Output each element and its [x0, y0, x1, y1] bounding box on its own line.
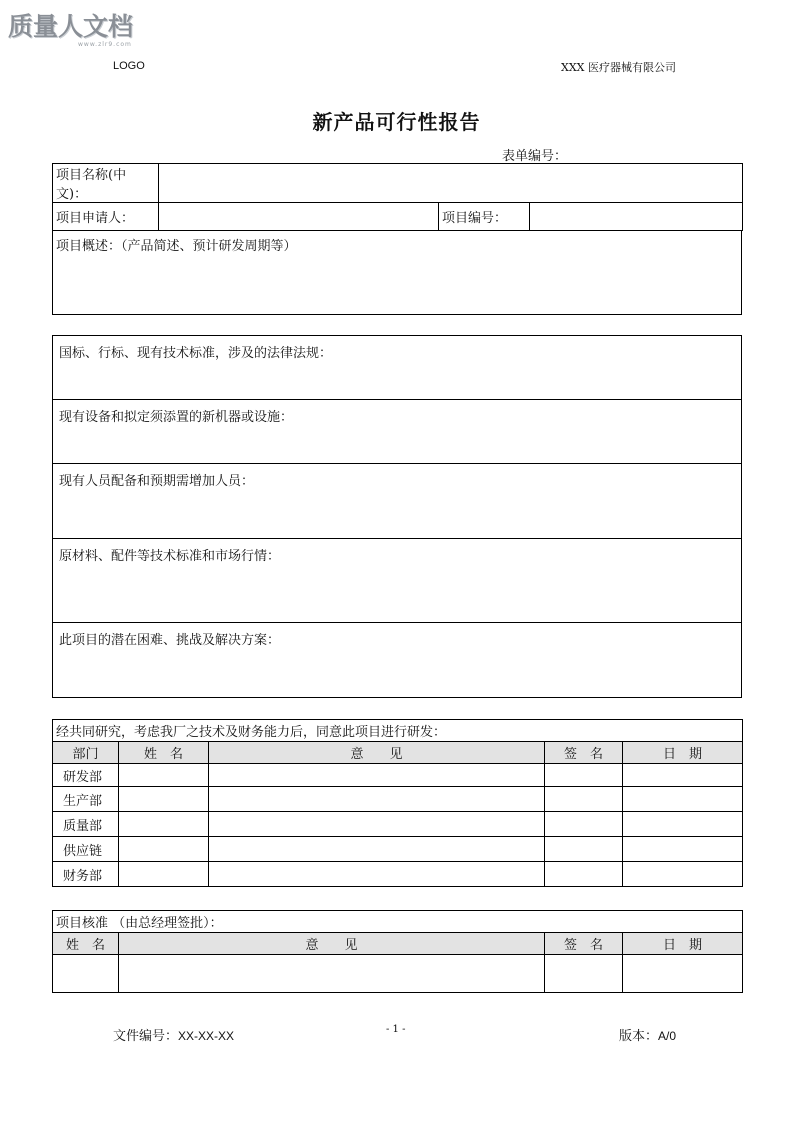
signature-cell[interactable]: [545, 764, 623, 787]
gm-date-cell[interactable]: [623, 955, 743, 993]
standards-field[interactable]: [53, 336, 742, 400]
equipment-label: 现有设备和拟定须添置的新机器或设施：: [59, 410, 294, 425]
date-cell[interactable]: [623, 812, 743, 837]
table-row: [53, 464, 742, 539]
project-number-label: 项目编号：: [439, 203, 530, 231]
staffing-field[interactable]: [53, 464, 742, 539]
overview-field[interactable]: [53, 231, 742, 315]
table-header-row: [53, 933, 743, 955]
form-number-label: 表单编号：: [502, 149, 568, 164]
table-row: [53, 720, 743, 742]
col-header-date: 日 期: [623, 933, 743, 955]
col-header-department: 部门: [53, 742, 119, 764]
watermark-brand: 质量人文档: [8, 12, 134, 41]
dept-production: 生产部: [53, 787, 119, 812]
project-name-label: 项目名称(中文)：: [53, 164, 159, 203]
header-logo-text: LOGO: [113, 60, 145, 72]
doc-number-label: 文件编号：: [113, 1029, 179, 1044]
table-row: [53, 812, 743, 837]
challenges-field[interactable]: [53, 623, 742, 698]
table-row: [53, 623, 742, 698]
col-header-signature: 签 名: [545, 742, 623, 764]
opinion-cell[interactable]: [209, 812, 545, 837]
dept-rd: 研发部: [53, 764, 119, 787]
watermark-site: www.zlr9.com: [78, 41, 132, 48]
col-header-date: 日 期: [623, 742, 743, 764]
opinion-cell[interactable]: [209, 764, 545, 787]
date-cell[interactable]: [623, 837, 743, 862]
staffing-label: 现有人员配备和预期需增加人员：: [59, 474, 255, 489]
footer-version: [619, 1025, 676, 1044]
version-label: 版本：: [619, 1029, 659, 1044]
table-row: [53, 787, 743, 812]
footer-doc-number: [113, 1025, 234, 1044]
table-row: [53, 911, 743, 933]
table-row: [53, 862, 743, 887]
table-row: [53, 164, 743, 203]
gm-signature-cell[interactable]: [545, 955, 623, 993]
name-cell[interactable]: [119, 812, 209, 837]
project-number-field[interactable]: [530, 203, 743, 231]
name-cell[interactable]: [119, 764, 209, 787]
equipment-field[interactable]: [53, 400, 742, 464]
dept-finance: 财务部: [53, 862, 119, 887]
page-title: 新产品可行性报告: [312, 110, 481, 134]
table-row: [53, 764, 743, 787]
version-value: A/0: [658, 1029, 677, 1043]
col-header-opinion: 意 见: [209, 742, 545, 764]
opinion-cell[interactable]: [209, 837, 545, 862]
table-row: [53, 955, 743, 993]
header-company: XXX 医疗器械有限公司: [561, 61, 676, 74]
opinion-cell[interactable]: [209, 787, 545, 812]
challenges-label: 此项目的潜在困难、挑战及解决方案：: [59, 633, 281, 648]
opinion-cell[interactable]: [209, 862, 545, 887]
table-row: [53, 336, 742, 400]
table-row: [53, 203, 743, 231]
overview-label: 项目概述：（产品简述、预计研发周期等）: [56, 239, 297, 254]
signature-cell[interactable]: [545, 787, 623, 812]
final-approval-intro: 项目核准 （由总经理签批）：: [53, 911, 743, 933]
signature-cell[interactable]: [545, 862, 623, 887]
dept-quality: 质量部: [53, 812, 119, 837]
table-row: [53, 837, 743, 862]
gm-opinion-cell[interactable]: [119, 955, 545, 993]
applicant-label: 项目申请人：: [53, 203, 159, 231]
date-cell[interactable]: [623, 764, 743, 787]
col-header-signature: 签 名: [545, 933, 623, 955]
gm-name-cell[interactable]: [53, 955, 119, 993]
standards-label: 国标、行标、现有技术标准，涉及的法律法规：: [59, 346, 333, 361]
approval-intro: 经共同研究，考虑我厂之技术及财务能力后，同意此项目进行研发：: [53, 720, 743, 742]
col-header-name: 姓 名: [119, 742, 209, 764]
name-cell[interactable]: [119, 837, 209, 862]
page-number: - 1 -: [386, 1024, 406, 1035]
final-approval-table: [52, 910, 743, 993]
col-header-opinion: 意 见: [119, 933, 545, 955]
project-name-field[interactable]: [159, 164, 743, 203]
signature-cell[interactable]: [545, 812, 623, 837]
table-header-row: [53, 742, 743, 764]
dept-supply-chain: 供应链: [53, 837, 119, 862]
col-header-name: 姓 名: [53, 933, 119, 955]
table-row: [53, 231, 742, 315]
project-info-table: [52, 163, 743, 231]
date-cell[interactable]: [623, 787, 743, 812]
analysis-table: [52, 335, 742, 698]
name-cell[interactable]: [119, 862, 209, 887]
doc-number-value: XX-XX-XX: [178, 1029, 235, 1043]
table-row: [53, 400, 742, 464]
table-row: [53, 539, 742, 623]
materials-label: 原材料、配件等技术标准和市场行情：: [59, 549, 281, 564]
applicant-field[interactable]: [159, 203, 439, 231]
department-approval-table: [52, 719, 743, 887]
materials-field[interactable]: [53, 539, 742, 623]
name-cell[interactable]: [119, 787, 209, 812]
signature-cell[interactable]: [545, 837, 623, 862]
overview-table: [52, 230, 742, 315]
date-cell[interactable]: [623, 862, 743, 887]
watermark-logo: [8, 12, 153, 46]
